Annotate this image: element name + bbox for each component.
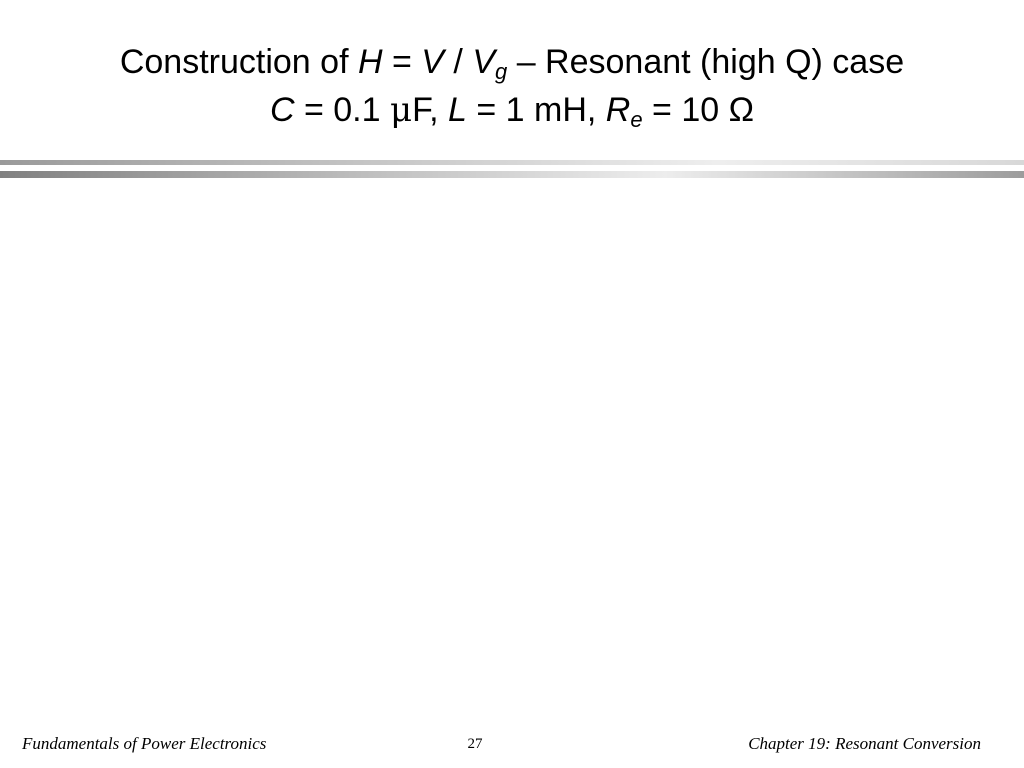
title-divider-thin — [0, 160, 1024, 165]
mu-symbol: μ — [389, 90, 413, 130]
capacitance-value: = 0.1 — [294, 91, 390, 129]
equals-sign: = — [382, 43, 422, 81]
symbol-r: R — [605, 91, 631, 129]
title-divider-thick — [0, 171, 1024, 178]
subscript-e: e — [630, 107, 643, 132]
title-line-2 — [0, 86, 1024, 134]
inductance-value: = 1 mH, — [466, 91, 606, 129]
title-text: Construction of — [119, 43, 358, 81]
symbol-c: C — [269, 91, 295, 129]
title-line-1 — [0, 38, 1024, 86]
resistance-value: = 10 Ω — [642, 91, 755, 129]
symbol-vg: V — [472, 43, 495, 81]
title-suffix: – Resonant (high Q) case — [507, 43, 905, 81]
symbol-h: H — [357, 43, 383, 81]
slide-title — [0, 38, 1024, 134]
symbol-l: L — [448, 91, 467, 129]
capacitance-unit: F, — [412, 91, 448, 129]
subscript-g: g — [495, 59, 508, 84]
footer-page-number: 27 — [467, 736, 483, 752]
footer-book-title: Fundamentals of Power Electronics — [22, 734, 267, 753]
slash: / — [443, 43, 473, 81]
symbol-v: V — [421, 43, 444, 81]
footer-chapter: Chapter 19: Resonant Conversion — [748, 734, 981, 753]
